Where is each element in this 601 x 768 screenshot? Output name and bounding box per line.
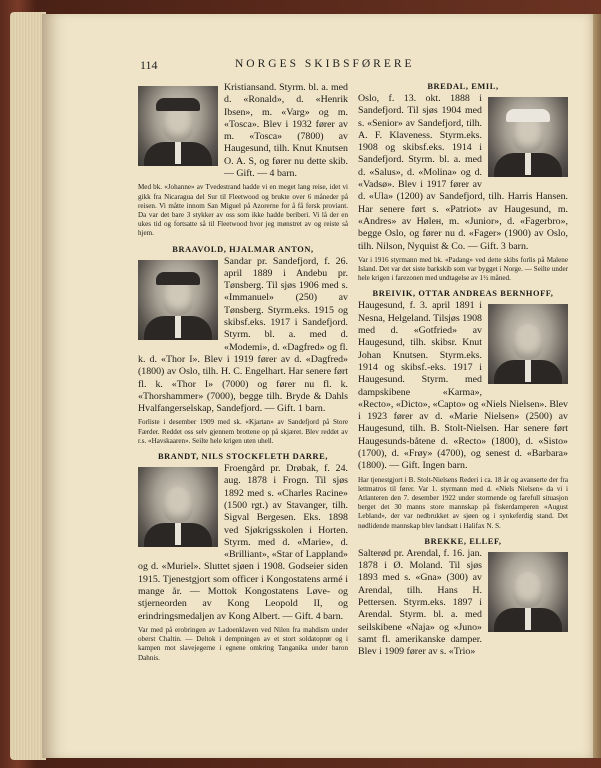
entry-text: Haugesund, f. 3. april 1891 i Nesna, Helgeland. Tilsjøs 1908 med d. «Gotfried» av Haugesund, tilh. skibsr. Knut Johan Knutsen. Styrm.eks. 1914 og skibsf.-eks. 1917 i Haugesund. Styrm. med dampskibene «Karma», «Recto», «Dicto», «Capto» og «Niels Nielsen». Blev i 1923 fører av d. «Marie Nielsen» (2500) av Haugesund, tilh. B. Stolt-Nielsen. Har senere ført Haugesunds-båtene d. «Recto» (1800), d. «Sisto» (1700), d. «Frøy» (4700), og senest d. «Barbara» (1800). — Gift. Ingen barn.	[358, 300, 568, 472]
entry-text: Oslo, f. 13. okt. 1888 i Sandefjord. Til sjøs 1904 med s. «Senior» av Sandefjord, tilh. A. F. Klaveness. Styrm.eks. 1908 og skibsf.eks. 1914 i Sandefjord. Styrm. bl. a. med d. «Salus», d. «Molina» og d. «Vadsø». Blev i 1917 fører av d. «Ula» (1200) av Sandefjord, tilh. Harris Hansen. Har senere ført s. «Patriot» av Haugesund, m. «Andres» av Høleн, m. «Junior», d. «Fagerbro», begge Oslo, og fører nu d. «Fager» (1900) av Oslo, tilh. Nilson, Nyquist & Co. — Gift. 3 barn.	[358, 93, 568, 252]
portrait-photo-icon	[488, 552, 568, 632]
biography-entry	[138, 245, 348, 416]
biography-note	[138, 183, 348, 238]
biography-note	[358, 256, 568, 284]
biography-entry	[358, 82, 568, 253]
running-title: NORGES SKIBSFØRERE	[235, 58, 415, 70]
biography-note	[358, 476, 568, 531]
biography-entry	[358, 289, 568, 472]
entry-heading: BREIVIK, OTTAR ANDREAS BERNHOFF,	[372, 289, 554, 299]
note-text: Var i 1916 styrmann med bk. «Padang» ved dette skibs forlis på Malene Island. Det var det siste barkskib som var bygget i Norge. — Seilte under hele krigen i farezonen med undtagelse av 1½ måned.	[358, 255, 568, 283]
left-column	[138, 82, 348, 669]
entry-text: Kristiansand. Styrm. bl. a. med d. «Ronald», d. «Henrik Ibsen», m. «Varg» og m. «Tosca». Blev i 1932 fører av m. «Tosca» (7800) av Haugesund, tilh. Knut Knutsen O. A. S, og fører nu dette skib. — Gift. — 4 barn.	[224, 82, 348, 180]
note-text: Har tjenestgjort i B. Stolt-Nielsens Rederi i ca. 18 år og avanserte der fra lettmatros til fører. Var 1. styrmann med d. «Niels Nielsen» da vi i Atlanteren den 7. desember 1922 under stormende og farefull situasjon berget det 30 manns store mannskap på fiskerdamperen «August Lebland», der var nedbrukket av sjøen og i synkeferdig stand. Det nødlidende mannskap blev landsatt i Halifax N. S.	[358, 475, 568, 530]
entry-heading: BRANDT, NILS STOCKFLETH DARRE,	[157, 452, 329, 462]
page-number: 114	[140, 58, 158, 72]
biography-note	[138, 418, 348, 446]
note-text: Med bk. «Johanne» av Tvedestrand hadde vi en meget lang reise, idet vi gikk fra Nicaragua del Sur til Fleetwood og brukte over 6 måneder på reisen. Vi måtte innom San Miguel på Azorerne for å få fersk proviant. Da var det bare 3 stykker av oss som ikke hadde beriberi. Vi lå der en ukes tid og fortsatte så til Fleetwood hvor jeg mønstret av og reiste så hjem.	[138, 183, 348, 238]
portrait-photo-icon	[138, 86, 218, 166]
biography-entry	[138, 82, 348, 180]
biography-note	[138, 626, 348, 663]
entry-text: Salterød pr. Arendal, f. 16. jan. 1878 i Ø. Moland. Til sjøs 1893 med s. «Gna» (300) av Arendal, tilh. Hans H. Pettersen. Styrm.eks. 1897 i Arendal. Styrm. bl. a. med seilskibene «Naja» og «Juno» samt fl. amerikanske damper. Blev i 1909 fører av s. «Trio»	[358, 547, 482, 658]
entry-text: Sandar pr. Sandefjord, f. 26. april 1889 i Andebu pr. Tønsberg. Til sjøs 1906 med s. «Immanuel» (250) av Tønsberg. Styrm.eks. 1915 og skibsf.eks. 1917 i Sandefjord. Styrm. bl. a. med d. «Modemi», d. «Dagfred» og fl. k. d. «Thor I». Blev i 1919 fører av d. «Dagfred» (1800) av Oslo, tilh. H. C. Engelhart. Har senere ført fl. k. «Thor I» (7000) og fører nu fl. k. «Thorshammer» (7000), begge tilh. Bryde & Dahls Hvalfangerselskap, Sandefjord. — Gift. 1 barn.	[138, 255, 348, 415]
portrait-photo-icon	[488, 97, 568, 177]
page-edges	[10, 12, 46, 760]
page-header	[140, 58, 560, 74]
portrait-photo-icon	[488, 304, 568, 384]
portrait-photo-icon	[138, 467, 218, 547]
portrait-photo-icon	[138, 260, 218, 340]
entry-heading: BREDAL, EMIL,	[427, 82, 499, 91]
entry-text: Froengård pr. Drøbak, f. 24. aug. 1878 i Frogn. Til sjøs 1892 med s. «Charles Racine» (1500 rgt.) av Stavanger, tilh. Sigval Bergesen. Eks. 1898 ved Sjøkrigsskolen i Horten. Styrm. med d. «Marie», d. «Brilliant», «Star of Lappland» og d. «Muriel». Sluttet sjøen i 1908. Godseier siden 1915. Tjenestgjort som officer i Kongostatens armé i mange år. — Mottok Kongostatens Løve- og stjerneorden av Kong Leopold II, og erindringsmedaljen av Kong Albert. — Gift. 4 barn.	[138, 463, 348, 622]
biography-entry	[138, 452, 348, 623]
right-column	[358, 82, 568, 659]
entry-heading: BRAAVOLD, HJALMAR ANTON,	[172, 244, 314, 254]
entry-heading: BREKKE, ELLEF,	[424, 536, 502, 546]
note-text: Forliste i desember 1909 med sk. «Kjartan» av Sandefjord på Store Færder. Reddet oss selv gjennem brottene op på skjæret. Blev reddet av r.s. «Havskaaren». Seilte hele krigen uten uhell.	[138, 418, 348, 445]
note-text: Var med på erobringen av Ladoenklaven ved Nilen fra mahdism under oberst Chaltin. — Deltok i dempningen av et stort soldatoprør og i kampen mot slavejegerne i egnene omkring Tanganika under baron Dahnis.	[138, 625, 348, 662]
biography-entry	[358, 537, 568, 659]
